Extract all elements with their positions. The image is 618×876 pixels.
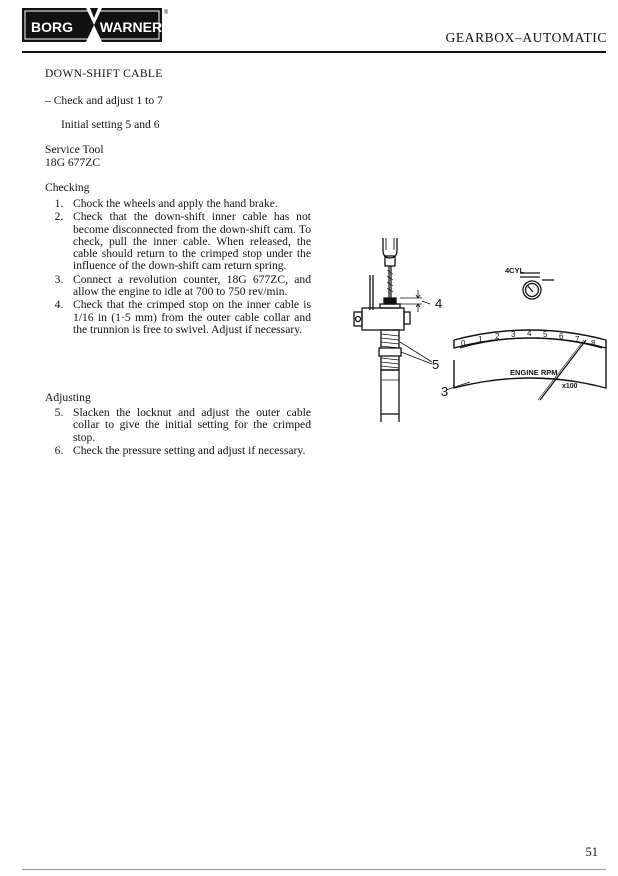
revolution-counter-illustration <box>446 273 606 400</box>
service-tool-number: 18G 677ZC <box>45 156 101 169</box>
step-text: Slacken the locknut and adjust the outer cable collar to give the initial setting for the crimped stop. <box>73 406 311 444</box>
header-rule <box>22 51 606 53</box>
gauge-tick-label: 1 <box>478 335 483 344</box>
page-number: 51 <box>585 845 598 859</box>
callout-3: 3 <box>441 384 449 399</box>
callout-4: 4 <box>435 296 443 311</box>
adjusting-steps-list <box>45 407 311 458</box>
step-text: Connect a revolution counter, 18G 677ZC, and allow the engine to idle at 700 to 750 rev/min. <box>73 272 311 299</box>
cable-assembly-illustration <box>354 238 432 422</box>
list-item <box>45 407 311 444</box>
checking-steps-list <box>45 198 311 337</box>
gauge-tick-label: 3 <box>511 330 516 339</box>
gauge-tick-label: 6 <box>559 332 564 341</box>
service-tool-label: Service Tool <box>45 143 104 156</box>
borg-warner-logo <box>22 6 170 46</box>
step-text: Check that the down-shift inner cable has not become disconnected from the down-shift cam. To check, pull the inner cable. When released, the cable should return to the crimped stop under the influence of the down-shift cam return spring. <box>73 210 311 273</box>
header-title: GEARBOX–AUTOMATIC <box>445 30 607 45</box>
callout-5: 5 <box>432 357 440 372</box>
list-item <box>45 299 311 336</box>
checking-heading: Checking <box>45 181 90 194</box>
list-item <box>45 274 311 299</box>
step-text: Check that the crimped stop on the inner cable is 1/16 in (1·5 mm) from the outer cable collar and the trunnion is free to swivel. Adjust if necessary. <box>73 298 311 336</box>
list-item <box>45 211 311 272</box>
brand-right: WARNER <box>99 19 163 35</box>
step-text: Chock the wheels and apply the hand brake. <box>73 197 278 210</box>
footer-rule <box>22 869 606 870</box>
step-text: Check the pressure setting and adjust if necessary. <box>73 443 306 457</box>
section-title: DOWN-SHIFT CABLE <box>45 67 163 80</box>
gauge-multiplier: x100 <box>562 383 578 390</box>
adjusting-heading: Adjusting <box>45 391 91 404</box>
brand-left: BORG <box>31 19 73 35</box>
step-number: 1. <box>54 197 64 210</box>
gauge-tick-label: 2 <box>495 332 500 341</box>
step-number: 6. <box>54 443 64 457</box>
step-number: 2. <box>54 210 64 224</box>
gauge-tick-label: 5 <box>543 330 548 339</box>
gauge-tick-label: 7 <box>575 335 580 344</box>
step-number: 3. <box>54 272 64 286</box>
list-item <box>45 445 311 457</box>
step-number: 5. <box>54 406 64 419</box>
downshift-cable-figure <box>340 230 610 430</box>
gauge-tick-label: 8 <box>591 339 596 348</box>
cyl-label: 4CYL <box>505 266 525 275</box>
list-item <box>45 198 311 210</box>
gauge-tick-label: 4 <box>527 329 532 338</box>
gauge-tick-label: 0 <box>461 339 466 348</box>
gauge-label: ENGINE RPM <box>510 368 558 377</box>
initial-setting-line: Initial setting 5 and 6 <box>61 118 160 131</box>
check-adjust-line: – Check and adjust 1 to 7 <box>45 94 163 107</box>
step-number: 4. <box>54 298 64 312</box>
registered-mark: ® <box>163 10 169 16</box>
